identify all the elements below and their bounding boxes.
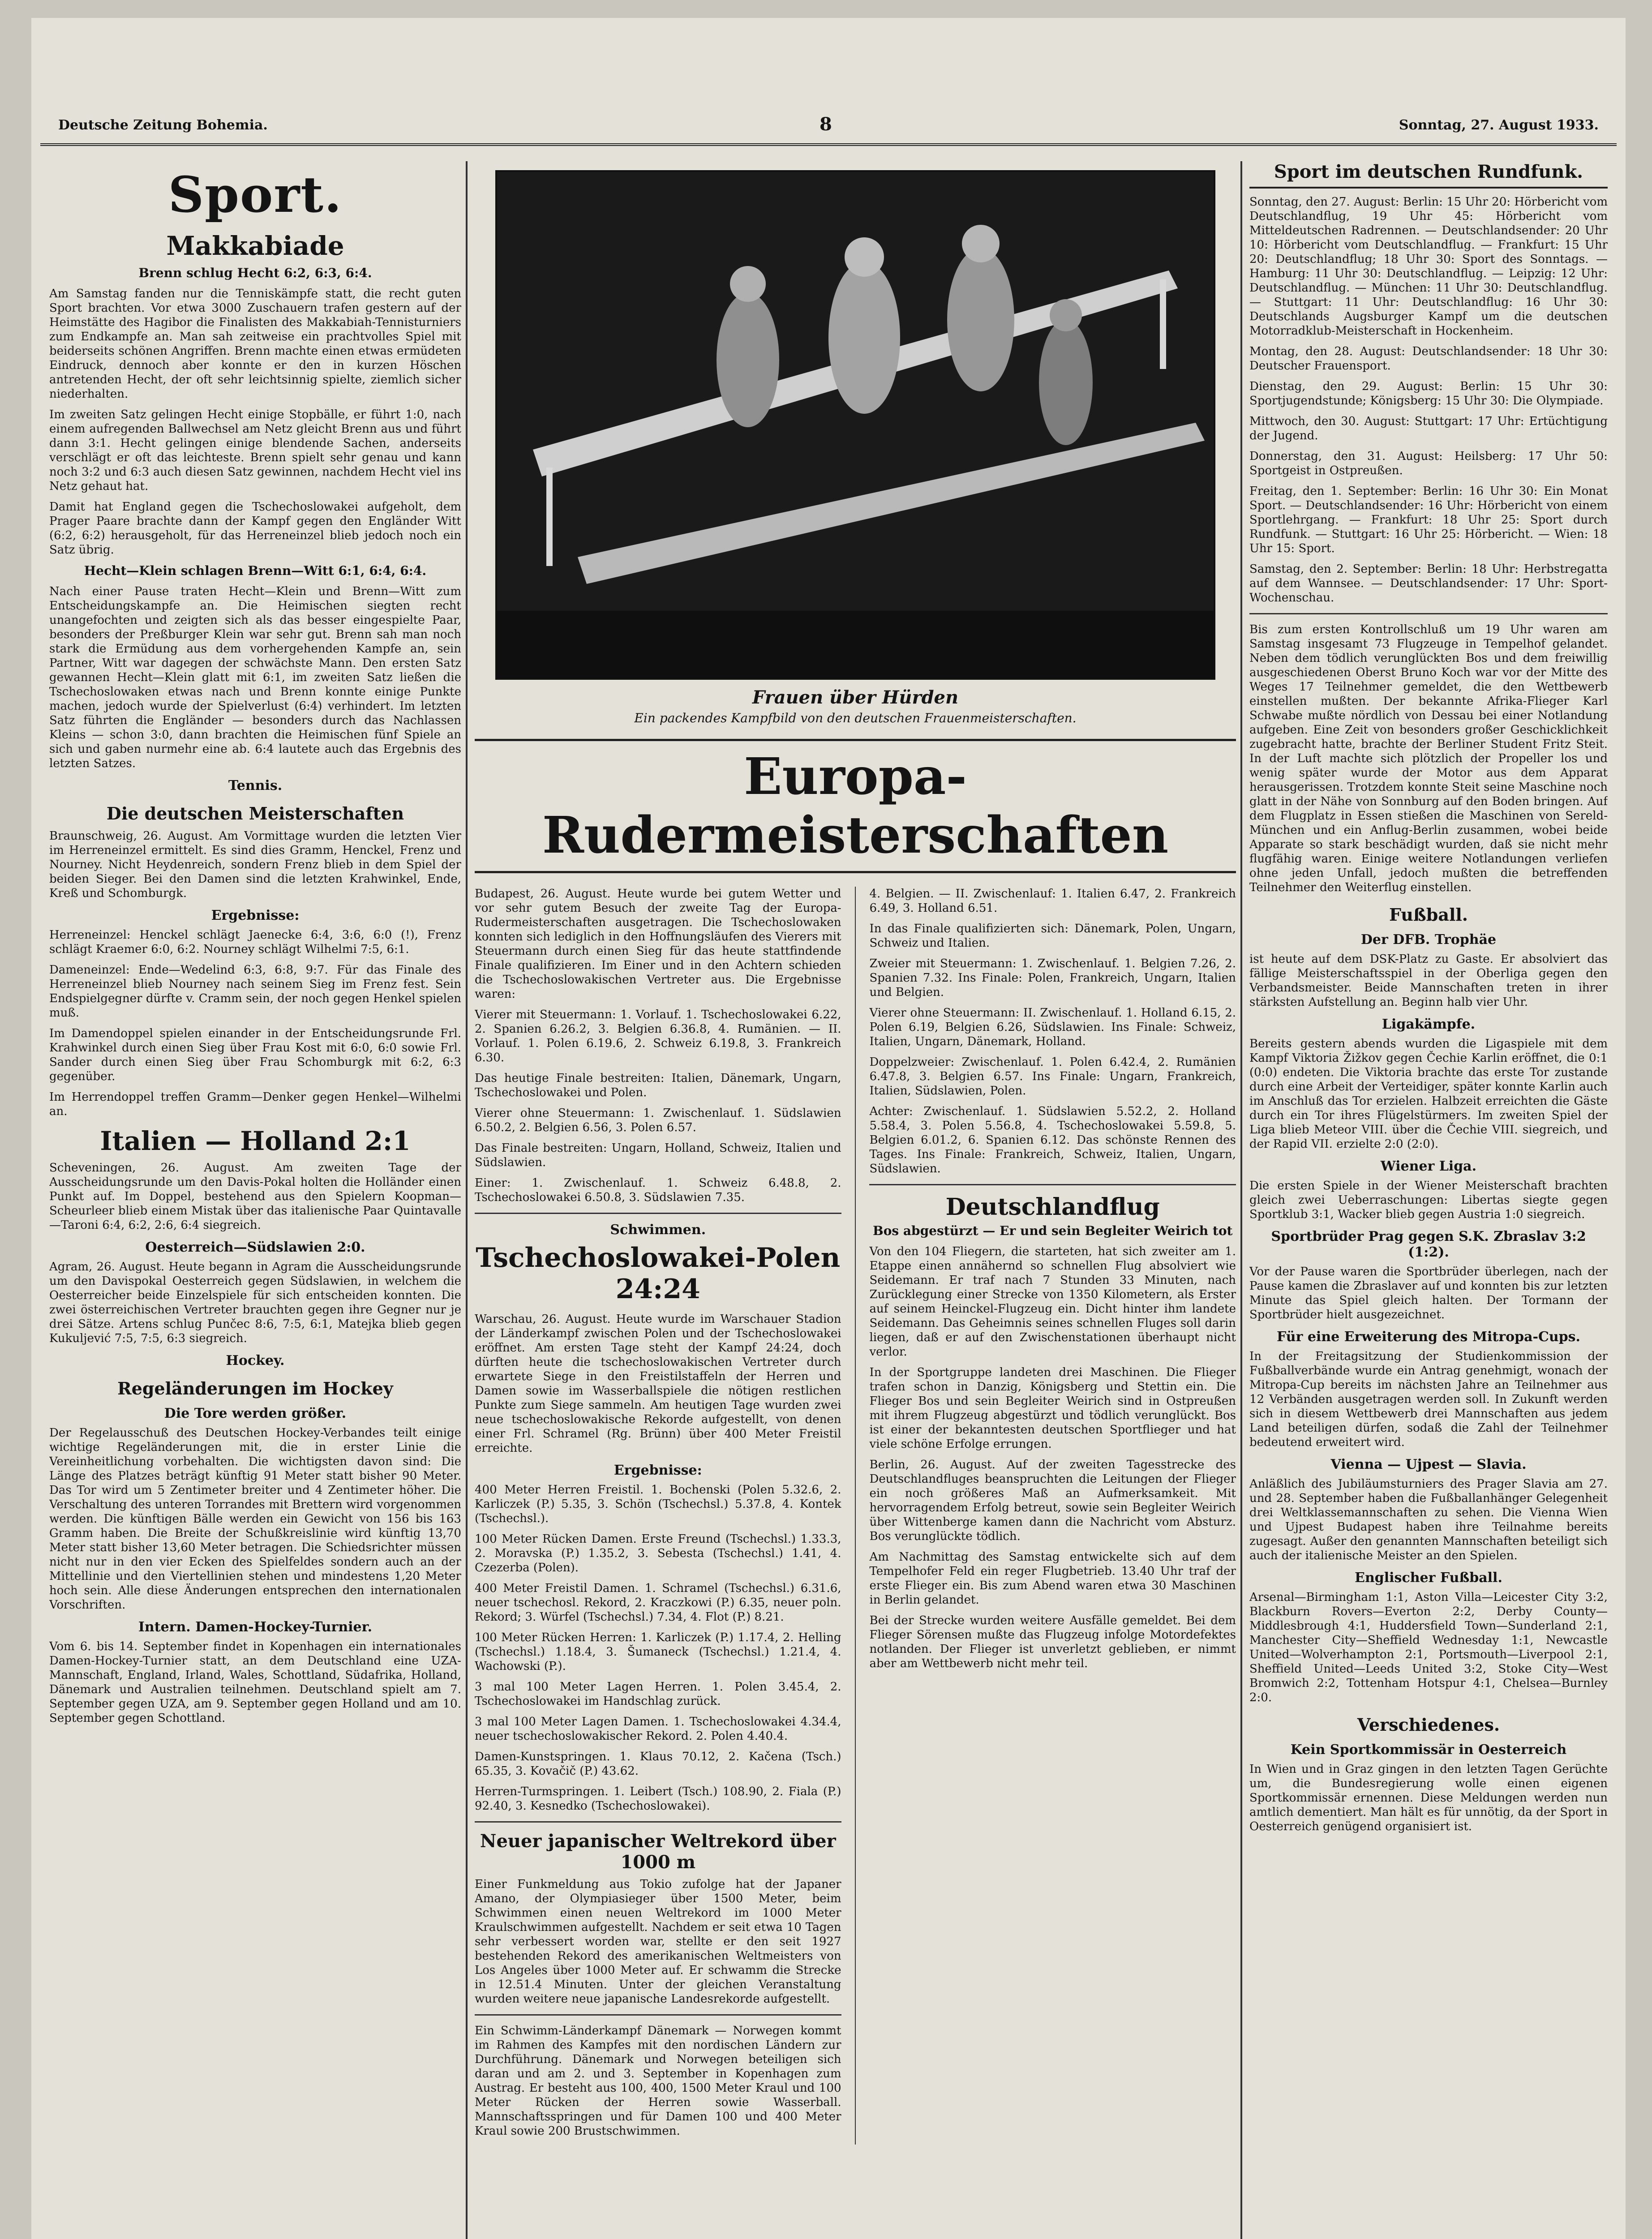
paragraph: Herren-Turmspringen. 1. Leibert (Tsch.) 108.90, 2. Fiala (P.) 92.40, 3. Kesnedko (Tschechoslowakei). bbox=[475, 1785, 841, 1813]
hurdles-photo-image bbox=[497, 172, 1214, 678]
article-title: Wiener Liga. bbox=[1380, 1158, 1477, 1174]
article-title: Für eine Erweiterung des Mitropa-Cups. bbox=[1277, 1329, 1580, 1345]
paragraph: Herreneinzel: Henckel schlägt Jaenecke 6:4, 3:6, 6:0 (!), Frenz schlägt Kraemer 6:0, 6:2. Nourney schlägt Wilhelmi 7:5, 6:1. bbox=[49, 928, 461, 956]
article-title: Ligakämpfe. bbox=[1382, 1017, 1476, 1032]
paragraph: In der Sportgruppe landeten drei Maschinen. Die Flieger trafen schon in Danzig, Königsberg und Stettin ein. Die Flieger Bos und sein Begleiter Weirich sind in Ostpreußen mit ihrem Flugzeug abgestürzt und tödlich verunglückt. Bos ist einer der bekanntesten deutschen Sportflieger und hat viele schöne Erfolge errungen. bbox=[869, 1366, 1236, 1451]
paragraph: Das Finale bestreiten: Ungarn, Holland, Schweiz, Italien und Südslawien. bbox=[475, 1141, 841, 1169]
paragraph: Bis zum ersten Kontrollschluß um 19 Uhr waren am Samstag insgesamt 73 Flugzeuge in Tempelhof gelandet. Neben dem tödlich verunglückten Bos und dem freiwillig ausgeschiedenen Oberst Bruno Koch war vor der Mitte des Weges 17 Teilnehmer gemeldet, die den Wettbewerb einstellen mußten. Der bekannte Afrika-Flieger Karl Schwabe mußte nördlich von Dessau bei einer Notlandung aufgeben. Eine Zeit von besonders großer Geschicklichkeit zugebracht hatte, brachte der Berliner Student Fritz Steit. In der Luft machte sich plötzlich der Propeller los und wenig später wurde der Motor aus dem Apparat herausgerissen. Trotzdem konnte Steit seine Maschine noch glatt in der Nähe von Sonnburg auf den Boden bringen. Auf dem Flugplatz in Essen stießen die Maschinen von Sereld-München und ein Anflug-Berlin zusammen, wobei beide Apparate so stark beschädigt wurden, daß sie nicht mehr flugfähig waren. Einige weitere Notlandungen verliefen ohne jeden Unfall, jedoch mußten die betreffenden Teilnehmer den Weiterflug einstellen. bbox=[1249, 623, 1608, 894]
section-heading-verschiedenes: Verschiedenes. bbox=[1357, 1715, 1500, 1735]
paragraph: Bei der Strecke wurden weitere Ausfälle gemeldet. Bei dem Flieger Sörensen mußte das Flugzeug infolge Motordefektes notlanden. Der Flieger ist unverletzt geblieben, er nimmt aber am Wettbewerb nicht mehr teil. bbox=[869, 1614, 1236, 1670]
paragraph: Einer Funkmeldung aus Tokio zufolge hat der Japaner Amano, der Olympiasieger über 1500 Meter, beim Schwimmen einen neuen Weltrekord im 1000 Meter Kraulschwimmen aufgestellt. Nachdem er seit etwa 10 Tagen sehr verbessert worden war, stellte er den seit 1927 bestehenden Rekord des amerikanischen Weltmeisters von Los Angeles über 1000 Meter auf. Er schwamm die Strecke in 12.51.4 Minuten. Unter der gleichen Veranstaltung wurden weitere neue japanische Landesrekorde aufgestellt. bbox=[475, 1878, 841, 2006]
paragraph: Ein Schwimm-Länderkampf Dänemark — Norwegen kommt im Rahmen des Kampfes mit den nordischen Ländern zur Durchführung. Dänemark und Norwegen beteiligen sich daran und am 2. und 3. September in Kopenhagen zum Austrag. Er besteht aus 100, 400, 1500 Meter Kraul und 100 Meter Rücken der Herren sowie Wasserball. Mannschaftsspringen und für Damen 100 und 400 Meter Kraul sowie 200 Brustschwimmen. bbox=[475, 2024, 841, 2138]
column-rule bbox=[855, 887, 856, 2145]
rowing-right bbox=[869, 887, 1236, 2145]
paragraph: Vor der Pause waren die Sportbrüder überlegen, nach der Pause kamen die Zbraslaver auf und konnten bis zur letzten Minute das Spiel gleich halten. Der Tormann der Sportbrüder hielt ausgezeichnet. bbox=[1249, 1265, 1608, 1321]
article-title-italien-holland: Italien — Holland 2:1 bbox=[100, 1126, 411, 1156]
article-subtitle: Die Tore werden größer. bbox=[164, 1406, 347, 1421]
paragraph: Scheveningen, 26. August. Am zweiten Tage der Ausscheidungsrunde um den Davis-Pokal holten die Holländer einen Punkt auf. Im Doppel, bestehend aus den Spielern Koopman—Scheurleer blieb einem Mistak über das italienische Paar Quintavalle—Taroni 6:4, 6:2, 2:6, 6:4 siegreich. bbox=[49, 1161, 461, 1232]
article-title-oesterreich: Oesterreich—Südslawien 2:0. bbox=[145, 1240, 365, 1255]
section-heading-tennis: Tennis. bbox=[228, 778, 283, 794]
newspaper-page bbox=[31, 18, 1626, 2239]
rowing-headline: Europa-Rudermeisterschaften bbox=[475, 739, 1236, 873]
paragraph: In Wien und in Graz gingen in den letzten Tagen Gerüchte um, die Bundesregierung wolle einen eigenen Sportkommissär ernennen. Diese Meldungen werden nun amtlich dementiert. Man hält es für unnötig, da der Sport in Oesterreich genügend organisiert ist. bbox=[1249, 1763, 1608, 1833]
article-title: Der DFB. Trophäe bbox=[1360, 932, 1497, 948]
paragraph: Vierer ohne Steuermann: 1. Zwischenlauf. 1. Südslawien 6.50.2, 2. Belgien 6.56, 3. Polen 6.57. bbox=[475, 1107, 841, 1134]
article-title-intern-hockey: Intern. Damen-Hockey-Turnier. bbox=[138, 1619, 373, 1635]
paragraph: Damit hat England gegen die Tschechoslowakei aufgeholt, dem Prager Paare brachte dann der Kampf gegen den Engländer Witt (6:2, 6:2) herausgeholt, für das Herreneinzel blieb jedoch noch ein Satz übrig. bbox=[49, 500, 461, 557]
paragraph: Sonntag, den 27. August: Berlin: 15 Uhr 20: Hörbericht vom Deutschlandflug, 19 Uhr 45: Hörbericht vom Mitteldeutschen Radrennen. — Deutschlandsender: 20 Uhr 10: Hörbericht vom Deutschlandflug. — Frankfurt: 15 Uhr 20: Deutschlandflug; 18 Uhr 30: Sport des Sonntags. — Hamburg: 11 Uhr 30: Deutschlandflug. — Leipzig: 12 Uhr: Deutschlandflug. — München: 11 Uhr 30: Deutschlandflug. — Stuttgart: 11 Uhr: Deutschlandflug: 16 Uhr 30: Deutschlands Augsburger Kampf um die deutschen Motorradklub-Meisterschaft in Hockenheim. bbox=[1249, 195, 1608, 338]
paragraph: Donnerstag, den 31. August: Heilsberg: 17 Uhr 50: Sportgeist in Ostpreußen. bbox=[1249, 450, 1608, 477]
article-title: Vienna — Ujpest — Slavia. bbox=[1330, 1457, 1527, 1472]
paragraph: 3 mal 100 Meter Lagen Herren. 1. Polen 3.45.4, 2. Tschechoslowakei im Handschlag zurück. bbox=[475, 1680, 841, 1708]
page-number: 8 bbox=[820, 114, 832, 135]
paragraph: Vierer mit Steuermann: 1. Vorlauf. 1. Tschechoslowakei 6.22, 2. Spanien 6.26.2, 3. Belgien 6.36.8, 4. Rumänien. — II. Vorlauf. 1. Polen 6.19.6, 2. Schweiz 6.19.8, 3. Frankreich 6.30. bbox=[475, 1008, 841, 1064]
paragraph: Im Damendoppel spielen einander in der Entscheidungsrunde Frl. Krahwinkel durch einen Sieg über Frau Kost mit 6:0, 6:0 sowie Frl. Sander durch einen Sieg über Frau Schomburgk mit 6:2, 6:3 gegenüber. bbox=[49, 1027, 461, 1083]
paragraph: Vierer ohne Steuermann: II. Zwischenlauf. 1. Holland 6.15, 2. Polen 6.19, Belgien 6.26, Südslawien. Ins Finale: Schweiz, Italien, Ungarn, Dänemark, Holland. bbox=[869, 1006, 1236, 1048]
paragraph: Die ersten Spiele in der Wiener Meisterschaft brachten gleich zwei Ueberraschungen: Libertas siegte gegen Sportklub 3:1, Wacker blieb gegen Austria 1:0 siegreich. bbox=[1249, 1179, 1608, 1221]
photo-caption: Frauen über Hürden bbox=[752, 687, 959, 708]
paragraph: Der Regelausschuß des Deutschen Hockey-Verbandes teilt einige wichtige Regeländerungen mit, die in erster Linie die Vereinheitlichung vorbehalten. Die wichtigsten davon sind: Die Länge des Platzes beträgt künftig 91 Meter statt bisher 90 Meter. Das Tor wird um 5 Zentimeter breiter und 4 Zentimeter höher. Die Verschaltung des unteren Torrandes mit Brettern wird vorgenommen werden. Die künftigen Bälle werden ein Gewicht von 156 bis 163 Gramm haben. Die Breite der Schußkreislinie wird künftig 13,70 Meter statt bisher 13,60 Meter betragen. Die Schiedsrichter müssen nicht nur in den vier Ecken des Spielfeldes sondern auch an der Mittellinie und den Viertellinien stehen und mindestens 1,20 Meter hoch sein. Alle diese Änderungen entsprechen den internationalen Vorschriften. bbox=[49, 1426, 461, 1612]
divider bbox=[475, 1213, 841, 1214]
paragraph: 100 Meter Rücken Herren: 1. Karliczek (P.) 1.17.4, 2. Helling (Tschechsl.) 1.18.4, 3. Šumaneck (Tschechsl.) 1.21.4, 4. Wachowski (P.). bbox=[475, 1631, 841, 1673]
paragraph: 400 Meter Freistil Damen. 1. Schramel (Tschechsl.) 6.31.6, neuer tschechosl. Rekord, 2. Kraczkowi (P.) 6.35, neuer poln. Rekord; 3. Würfel (Tschechsl.) 7.34, 4. Flot (P.) 8.21. bbox=[475, 1582, 841, 1624]
column-rule bbox=[466, 161, 468, 2239]
paragraph: Braunschweig, 26. August. Am Vormittage wurden die letzten Vier im Herreneinzel ermittelt. Es sind dies Gramm, Henckel, Frenz und Nourney. Nicht Heydenreich, sondern Frenz blieb in dem Spiel der beiden Sieger. Bei den Damen sind die letzten Krahwinkel, Ende, Kreß und Schomburgk. bbox=[49, 829, 461, 900]
flight-subtitle: Bos abgestürzt — Er und sein Begleiter Weirich tot bbox=[873, 1223, 1233, 1238]
paragraph: Damen-Kunstspringen. 1. Klaus 70.12, 2. Kačena (Tsch.) 65.35, 3. Kovačič (P.) 43.62. bbox=[475, 1750, 841, 1778]
paragraph: 400 Meter Herren Freistil. 1. Bochenski (Polen 5.32.6, 2. Karliczek (P.) 5.35, 3. Schön (Tschechsl.) 5.37.8, 4. Kontek (Tschechsl.). bbox=[475, 1483, 841, 1525]
paragraph: Mittwoch, den 30. August: Stuttgart: 17 Uhr: Ertüchtigung der Jugend. bbox=[1249, 415, 1608, 442]
paragraph: In das Finale qualifizierten sich: Dänemark, Polen, Ungarn, Schweiz und Italien. bbox=[869, 922, 1236, 950]
paragraph: Freitag, den 1. September: Berlin: 16 Uhr 30: Ein Monat Sport. — Deutschlandsender: 16 Uhr: Hörbericht von einem Sportlehrgang. — Frankfurt: 18 Uhr 25: Sport durch Rundfunk. — Stuttgart: 16 Uhr 25: Hörbericht. — Wien: 18 Uhr 15: Sport. bbox=[1249, 485, 1608, 555]
section-heading-hockey: Hockey. bbox=[226, 1353, 285, 1368]
column-right bbox=[1249, 161, 1608, 2239]
paragraph: Im zweiten Satz gelingen Hecht einige Stopbälle, er führt 1:0, nach einem aufregenden Ballwechsel am Netz gleicht Brenn aus und führt dann 3:1. Hecht gelingen einige blendende Sachen, anderseits verschlägt er oft das leichteste. Brenn spielt sehr genau und kann noch 3:2 und 6:3 auch diesen Satz gewinnen, nachdem Hecht viel ins Netz gehaut hat. bbox=[49, 408, 461, 493]
paragraph: Achter: Zwischenlauf. 1. Südslawien 5.52.2, 2. Holland 5.58.4, 3. Polen 5.56.8, 4. Tschechoslowakei 5.59.8, 5. Belgien 6.01.2, 6. Spanien 6.12. Das schönste Rennen des Tages. Ins Finale: Frankreich, Schweiz, Italien, Ungarn, Südslawien. bbox=[869, 1105, 1236, 1175]
paragraph: Samstag, den 2. September: Berlin: 18 Uhr: Herbstregatta auf dem Wannsee. — Deutschlandsender: 17 Uhr: Sport-Wochenschau. bbox=[1249, 562, 1608, 605]
divider bbox=[1249, 613, 1608, 614]
rowing-columns bbox=[475, 887, 1236, 2145]
article-title: Sportbrüder Prag gegen S.K. Zbraslav 3:2 (1:2). bbox=[1271, 1229, 1586, 1260]
paragraph: Zweier mit Steuermann: 1. Zwischenlauf. 1. Belgien 7.26, 2. Spanien 7.32. Ins Finale: Polen, Frankreich, Ungarn, Italien und Belgien. bbox=[869, 957, 1236, 999]
paragraph: Von den 104 Fliegern, die starteten, hat sich zweiter am 1. Etappe einen annähernd so schnellen Flug absolviert wie Seidemann. Er traf nach 7 Stunden 33 Minuten, nach Zurücklegung einer Strecke von 1350 Kilometern, als Erster auf seinem Heinckel-Flugzeug ein. Dicht hinter ihm landete Seidemann. Das Geheimnis seines schnellen Fluges soll darin liegen, daß er auf den Zwischenstationen überhaupt nicht verlor. bbox=[869, 1245, 1236, 1359]
flight-headline: Deutschlandflug bbox=[945, 1193, 1160, 1221]
paragraph: Einer: 1. Zwischenlauf. 1. Schweiz 6.48.8, 2. Tschechoslowakei 6.50.8, 3. Südslawien 7.35. bbox=[475, 1176, 841, 1204]
section-title: Sport. bbox=[168, 166, 343, 223]
hurdles-photo bbox=[495, 170, 1215, 680]
section-heading-football: Fußball. bbox=[1389, 905, 1468, 925]
paragraph: Das heutige Finale bestreiten: Italien, Dänemark, Ungarn, Tschechoslowakei und Polen. bbox=[475, 1072, 841, 1099]
paragraph: Anläßlich des Jubiläumsturniers des Prager Slavia am 27. und 28. September haben die Fußballanhänger Gelegenheit drei Weltklassemannschaften zu sehen. Die Vienna Wien und Ujpest Budapest haben ihre Teilnahme bereits zugesagt. Außer den genannten Mannschaften beteiligt sich auch der italienische Meister an den Spielen. bbox=[1249, 1477, 1608, 1562]
paragraph: ist heute auf dem DSK-Platz zu Gaste. Er absolviert das fällige Meisterschaftsspiel in der Oberliga gegen den Verbandsmeister. Beide Mannschaften treten in ihrer stärksten Aufstellung an. Beginn halb vier Uhr. bbox=[1249, 952, 1608, 1009]
paragraph: Doppelzweier: Zwischenlauf. 1. Polen 6.42.4, 2. Rumänien 6.47.8, 3. Belgien 6.57. Ins Finale: Ungarn, Frankreich, Italien, Südslawien, Polen. bbox=[869, 1055, 1236, 1098]
column-center bbox=[475, 161, 1236, 2239]
paragraph: Agram, 26. August. Heute begann in Agram die Ausscheidungsrunde um den Davispokal Oesterreich gegen Südslawien, in welchem die Oesterreicher beide Einzelspiele für sich entscheiden konnten. Die zwei österreichischen Vertreter brauchten gegen ihre Gegner nur je drei Sätze. Artens schlug Punčec 8:6, 7:5, 6:1, Matejka blieb gegen Kukuljević 7:5, 7:5, 6:3 siegreich. bbox=[49, 1260, 461, 1345]
paragraph: Bereits gestern abends wurden die Ligaspiele mit dem Kampf Viktoria Žižkov gegen Čechie Karlin eröffnet, die 0:1 (0:0) endeten. Die Viktoria brachte das erste Tor zustande durch eine Arbeit der Verteidiger, später konnte Karlin auch im Anschluß das Tor erzielen. Halbzeit erreichten die Gäste durch ein Tor ihres Flügelstürmers. Im zweiten Spiel der Liga blieb Meteor VIII. über die Čechie VIII. siegreich, und der Rapid VII. erzielte 2:0 (2:0). bbox=[1249, 1037, 1608, 1151]
article-subtitle: Hecht—Klein schlagen Brenn—Witt 6:1, 6:4, 6:4. bbox=[84, 563, 427, 578]
divider bbox=[869, 1184, 1236, 1185]
paragraph: 4. Belgien. — II. Zwischenlauf: 1. Italien 6.47, 2. Frankreich 6.49, 3. Holland 6.51. bbox=[869, 887, 1236, 915]
paragraph: Arsenal—Birmingham 1:1, Aston Villa—Leicester City 3:2, Blackburn Rovers—Everton 2:2, Derby County—Middlesbrough 4:1, Huddersfield Town—Sunderland 2:1, Manchester City—Sheffield Wednesday 1:1, Newcastle United—Wolverhampton 2:1, Portsmouth—Liverpool 2:1, Sheffield United—Leeds United 3:2, Stoke City—West Bromwich 2:2, Tottenham Hotspur 4:1, Chelsea—Burnley 2:0. bbox=[1249, 1591, 1608, 1704]
paragraph: 3 mal 100 Meter Lagen Damen. 1. Tschechoslowakei 4.34.4, neuer tschechoslowakischer Rekord. 2. Polen 4.40.4. bbox=[475, 1715, 841, 1743]
paragraph: Berlin, 26. August. Auf der zweiten Tagesstrecke des Deutschlandfluges beanspruchten die Leitungen der Flieger ein noch größeres Maß an Aufmerksamkeit. Mit hervorragendem Erfolg betreut, sowie sein Begleiter Weirich über Wittenberge kamen dann die Nachricht vom Absturz. Bos verunglückte tödlich. bbox=[869, 1458, 1236, 1543]
masthead bbox=[40, 107, 1617, 146]
paragraph: Am Nachmittag des Samstag entwickelte sich auf dem Tempelhofer Feld ein reger Flugbetrieb. 13.40 Uhr traf der erste Flieger ein. Bis zum Abend waren etwa 30 Maschinen in Berlin gelandet. bbox=[869, 1550, 1236, 1607]
paragraph: 100 Meter Rücken Damen. Erste Freund (Tschechsl.) 1.33.3, 2. Moravska (P.) 1.35.2, 3. Sebesta (Tschechsl.) 1.41, 4. Czezerba (Polen). bbox=[475, 1532, 841, 1574]
paragraph: Im Herrendoppel treffen Gramm—Denker gegen Henkel—Wilhelmi an. bbox=[49, 1090, 461, 1118]
radio-title: Sport im deutschen Rundfunk. bbox=[1249, 161, 1608, 189]
article-title: Kein Sportkommissär in Oesterreich bbox=[1290, 1742, 1567, 1758]
results-label: Ergebnisse: bbox=[614, 1463, 702, 1478]
results-label: Ergebnisse: bbox=[211, 908, 300, 923]
paragraph: Warschau, 26. August. Heute wurde im Warschauer Stadion der Länderkampf zwischen Polen und der Tschechoslowakei eröffnet. Am ersten Tage steht der Kampf 24:24, doch dürften heute die tschechoslowakischen Vertreter durch erwartete Siege in den Freistilstaffeln der Herren und Damen sowie im Wasserballspiele die nötigen restlichen Punkte zum Siege sammeln. Am heutigen Tage wurden zwei neue tschechoslowakische Rekorde aufgestellt, von denen einer Frl. Schramel (Rg. Brünn) über 400 Meter Freistil erreichte. bbox=[475, 1313, 841, 1455]
column-left bbox=[49, 161, 461, 2239]
swimming-title: Tschechoslowakei-Polen 24:24 bbox=[476, 1242, 841, 1305]
masthead-title: Deutsche Zeitung Bohemia. bbox=[58, 117, 268, 133]
paragraph: Vom 6. bis 14. September findet in Kopenhagen ein internationales Damen-Hockey-Turnier statt, an dem Deutschland eine UZA-Mannschaft, England, Irland, Wales, Schottland, Südafrika, Holland, Dänemark und Australien teilnehmen. Deutschland spielt am 7. September gegen UZA, am 9. September gegen Holland und am 10. September gegen Schottland. bbox=[49, 1640, 461, 1725]
divider bbox=[475, 1821, 841, 1823]
article-subtitle: Brenn schlug Hecht 6:2, 6:3, 6:4. bbox=[138, 266, 372, 280]
paragraph: Montag, den 28. August: Deutschlandsender: 18 Uhr 30: Deutscher Frauensport. bbox=[1249, 345, 1608, 373]
paragraph: Dienstag, den 29. August: Berlin: 15 Uhr 30: Sportjugendstunde; Königsberg: 15 Uhr 30: Die Olympiade. bbox=[1249, 380, 1608, 407]
article-title-tennis: Die deutschen Meisterschaften bbox=[106, 803, 404, 824]
divider bbox=[475, 2014, 841, 2016]
photo-subcaption: Ein packendes Kampfbild von den deutschen Frauenmeisterschaften. bbox=[634, 711, 1077, 725]
paragraph: Nach einer Pause traten Hecht—Klein und Brenn—Witt zum Entscheidungskampfe an. Die Heimischen siegten recht unangefochten und zeigten sich als das besser eingespielte Paar, besonders der Preßburger Klein war sehr gut. Brenn sah man noch stark die Ermüdung aus dem vorhergehenden Kampfe an, sein Partner, Witt war dagegen der schwächste Mann. Den ersten Satz gewannen Hecht—Klein glatt mit 6:1, im zweiten Satz ließen die Tschechoslowaken etwas nach und Brenn konnte einige Punkte machen, jedoch wurde der Spielverlust (6:4) verhindert. Im letzten Satz führten die Engländer — besonders durch das Nachlassen Kleins — schon 3:0, dann brachten die Heimischen fünf Spiele an sich und gaben nurmehr eine ab. 6:4 lautete auch das Ergebnis des letzten Satzes. bbox=[49, 585, 461, 770]
paragraph: Budapest, 26. August. Heute wurde bei gutem Wetter und vor sehr gutem Besuch der zweite Tag der Europa-Rudermeisterschaften ausgetragen. Die Tschechoslowaken konnten sich lediglich in den Hoffnungsläufen des Vierers mit Steuermann durch einen Sieg für das heute stattfindende Finale qualifizieren. Im Einer und in den Achtern schieden die Tschechoslowakischen Vertreter aus. Die Ergebnisse waren: bbox=[475, 887, 841, 1001]
article-title-hockey: Regeländerungen im Hockey bbox=[117, 1378, 393, 1398]
section-heading-swimming: Schwimmen. bbox=[610, 1222, 706, 1238]
masthead-date: Sonntag, 27. August 1933. bbox=[1399, 117, 1599, 133]
japan-title: Neuer japanischer Weltrekord über 1000 m bbox=[480, 1831, 836, 1873]
paragraph: Dameneinzel: Ende—Wedelind 6:3, 6:8, 9:7. Für das Finale des Herreneinzel blieb Nourney nach seinem Sieg im Frenz fest. Sein Endspielgegner dürfte v. Cramm sein, der noch gegen Henkel spielen muß. bbox=[49, 963, 461, 1020]
article-title-makkabiade: Makkabiade bbox=[166, 231, 344, 261]
paragraph: In der Freitagsitzung der Studienkommission der Fußballverbände wurde ein Antrag genehmigt, wonach der Mitropa-Cup bereits im nächsten Jahre an Teilnehmer aus 12 Verbänden ausgetragen werden soll. In Zukunft werden sich in diesem Wettbewerb drei Mannschaften aus jedem Land beteiligen dürfen, sodaß die Zahl der Teilnehmer bedeutend erweitert wird. bbox=[1249, 1350, 1608, 1449]
article-title: Englischer Fußball. bbox=[1355, 1570, 1502, 1586]
rowing-left bbox=[475, 887, 841, 2145]
column-rule bbox=[1240, 161, 1242, 2239]
paragraph: Am Samstag fanden nur die Tenniskämpfe statt, die recht guten Sport brachten. Vor etwa 3000 Zuschauern trafen gestern auf der Heimstätte des Hagibor die Finalisten des Makkabiah-Tennisturniers zum Endkampfe an. Man sah zeitweise ein prachtvolles Spiel mit beiderseits schönen Angriffen. Brenn machte einen etwas ermüdeten Eindruck, dennoch aber konnte er den in kurzen Höschen antretenden Hecht, der oft sehr leichtsinnig spielte, ziemlich sicher niederhalten. bbox=[49, 287, 461, 401]
